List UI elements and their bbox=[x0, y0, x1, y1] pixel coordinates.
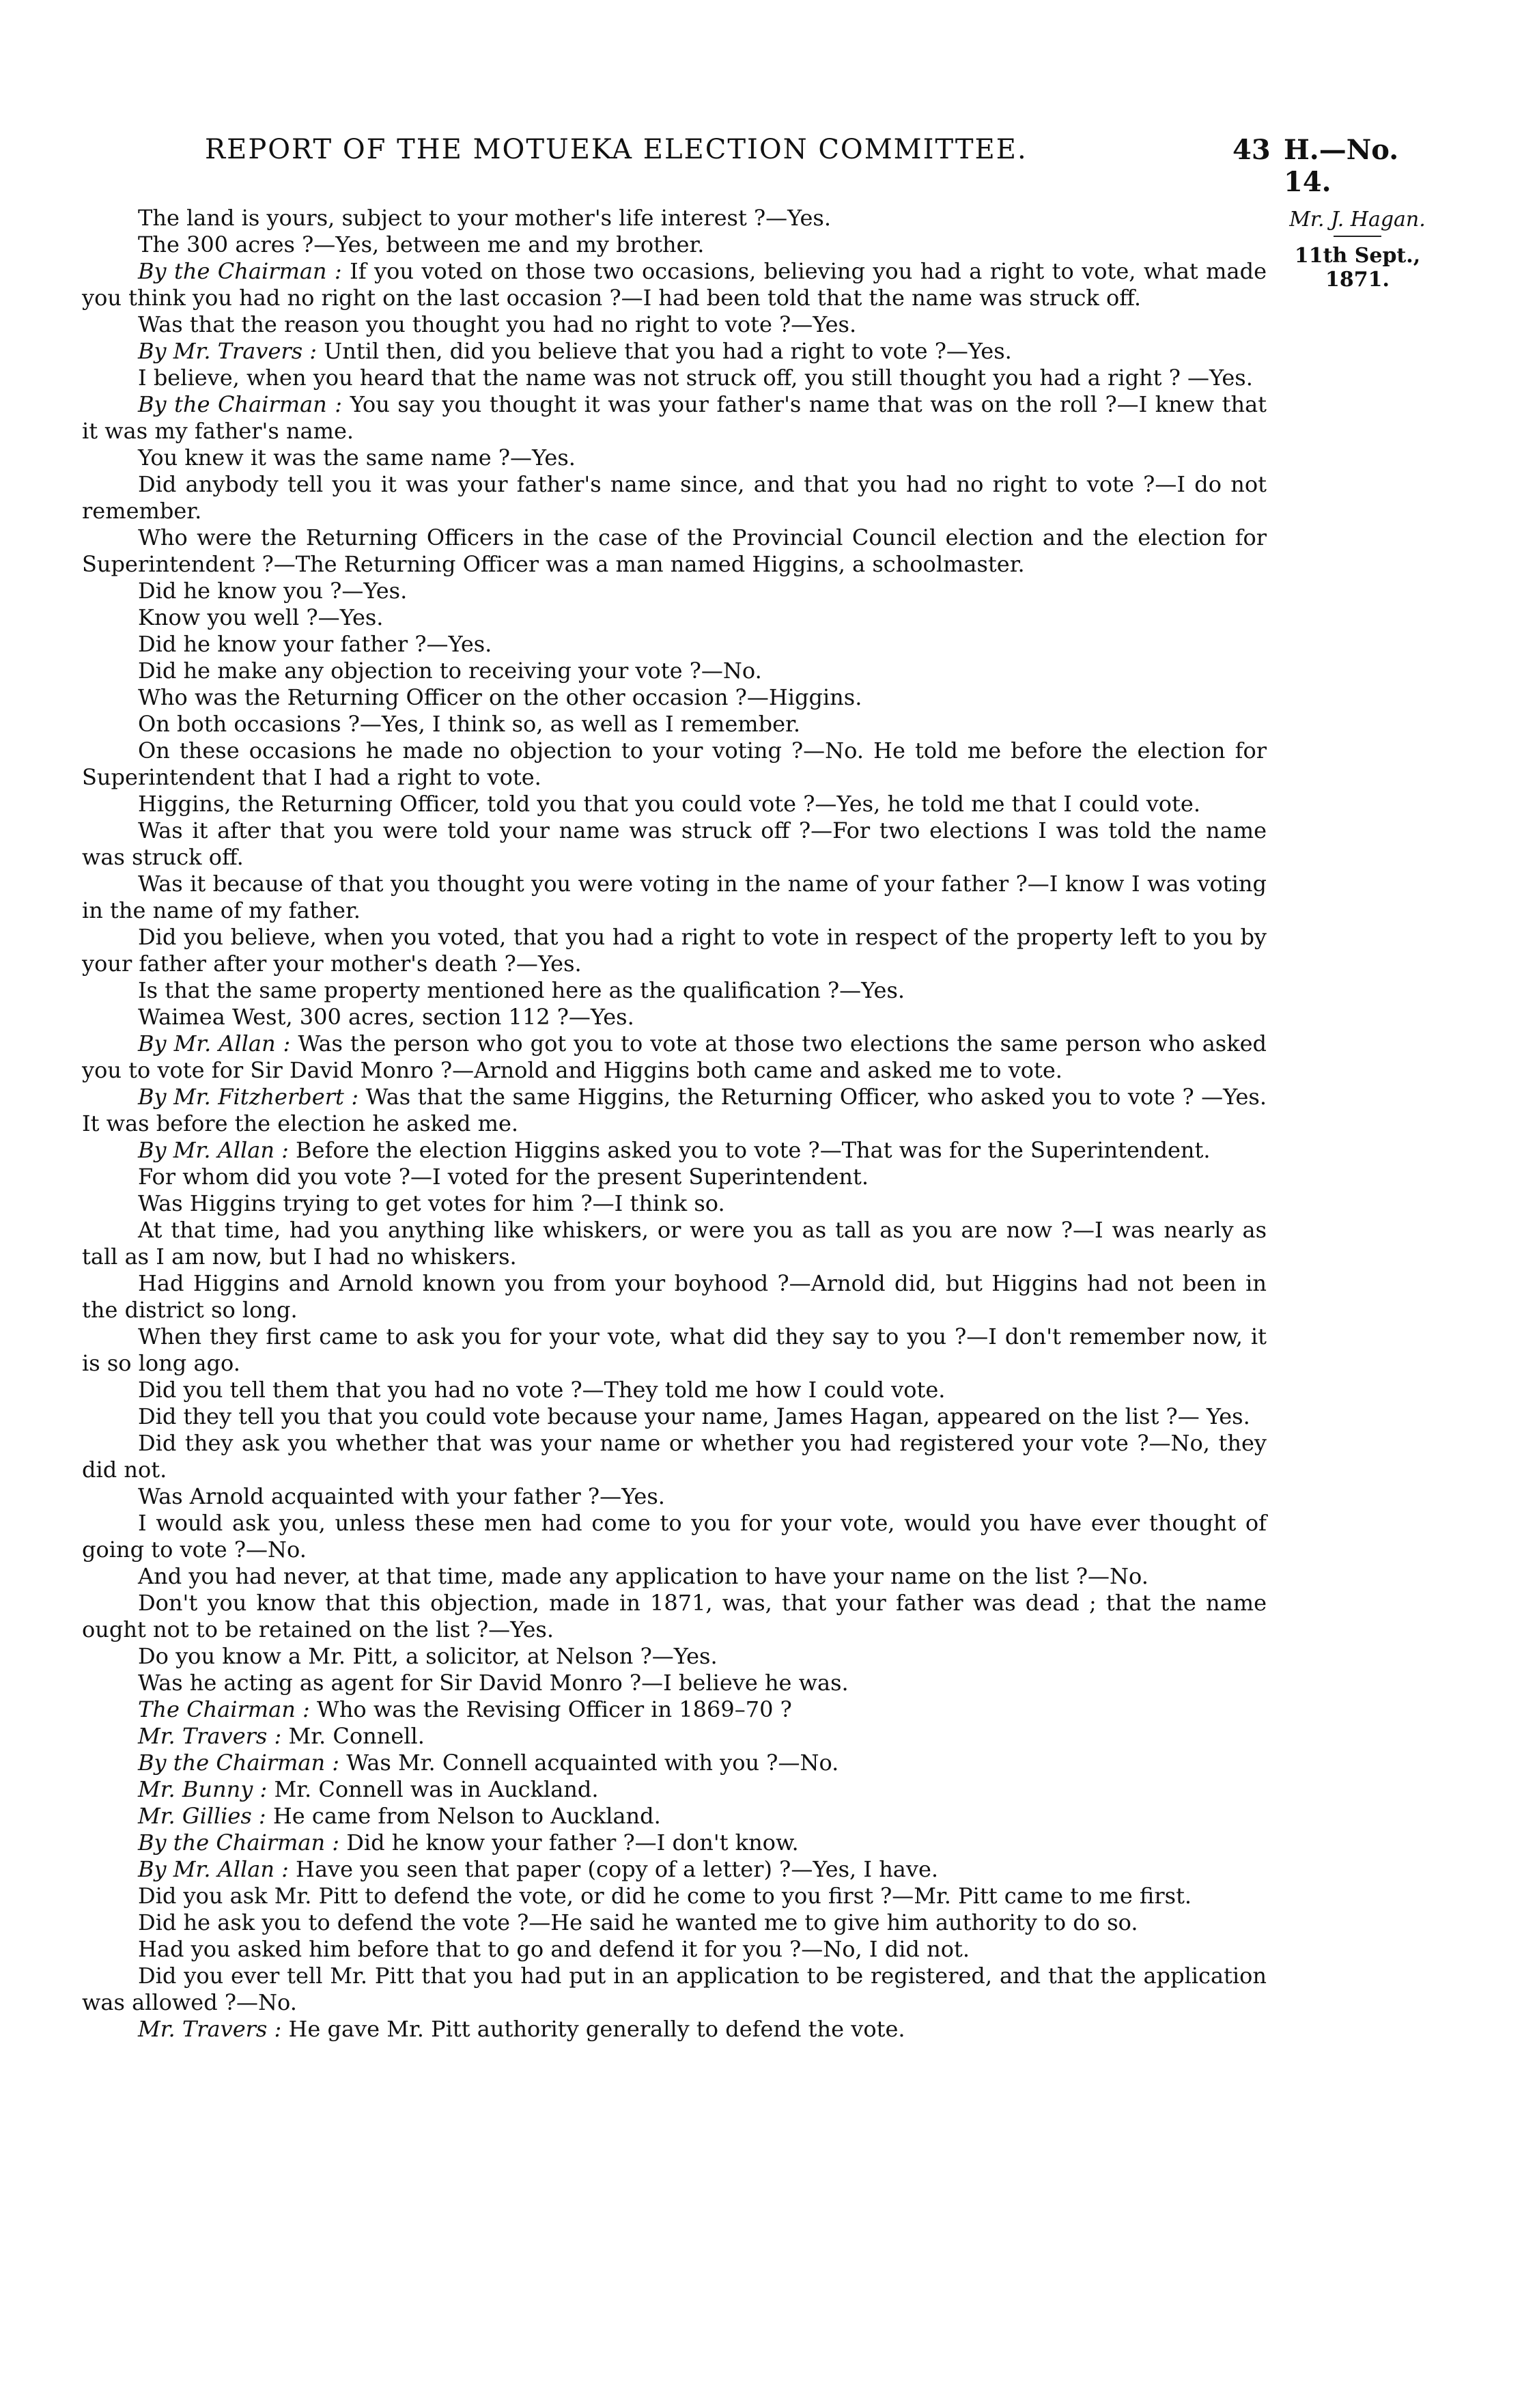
speaker-label: By Mr. Travers : bbox=[138, 338, 318, 364]
evidence-paragraph bbox=[82, 658, 1267, 684]
evidence-paragraph bbox=[82, 1883, 1267, 1909]
page-number: 43 bbox=[1232, 134, 1271, 166]
paragraph-text: Did you ask Mr. Pitt to defend the vote, or did he come to you first ?—Mr. Pitt came to me first. bbox=[138, 1883, 1192, 1909]
evidence-paragraph bbox=[82, 1776, 1267, 1803]
speaker-label: By the Chairman : bbox=[138, 1830, 340, 1856]
paragraph-text: Is that the same property mentioned here as the qualification ?—Yes. bbox=[138, 977, 905, 1003]
evidence-paragraph bbox=[82, 311, 1267, 338]
paragraph-text: On both occasions ?—Yes, I think so, as well as I remember. bbox=[138, 711, 800, 737]
speaker-label: By Mr. Allan : bbox=[138, 1856, 289, 1882]
running-header bbox=[205, 134, 1448, 198]
evidence-paragraph bbox=[82, 817, 1267, 871]
paragraph-text: Did anybody tell you it was your father's name since, and that you had no right to vote ?—I do not remember. bbox=[82, 471, 1267, 524]
evidence-paragraph bbox=[82, 1963, 1267, 2016]
paragraph-text: Don't you know that this objection, made in 1871, was, that your father was dead ; that the name ought not to be retained on the list ?—Yes. bbox=[82, 1590, 1267, 1642]
paragraph-text: I would ask you, unless these men had come to you for your vote, would you have ever thought of going to vote ?—No. bbox=[82, 1510, 1267, 1563]
paragraph-text: Do you know a Mr. Pitt, a solicitor, at Nelson ?—Yes. bbox=[138, 1643, 718, 1669]
evidence-paragraph bbox=[82, 738, 1267, 791]
report-title: REPORT OF THE MOTUEKA ELECTION COMMITTEE. bbox=[205, 134, 1028, 165]
paragraph-text: Did he know your father ?—Yes. bbox=[138, 631, 492, 657]
margin-rule bbox=[1334, 236, 1381, 237]
paragraph-text: He gave Mr. Pitt authority generally to defend the vote. bbox=[288, 2016, 905, 2042]
paragraph-text: Before the election Higgins asked you to vote ?—That was for the Superintendent. bbox=[296, 1137, 1211, 1163]
speaker-label: By the Chairman : bbox=[138, 258, 342, 284]
speaker-label: By Mr. Fitzherbert : bbox=[138, 1084, 359, 1110]
evidence-paragraph bbox=[82, 1403, 1267, 1430]
paragraph-text: Was that the reason you thought you had no right to vote ?—Yes. bbox=[138, 311, 857, 337]
speaker-label: Mr. Travers : bbox=[138, 2016, 282, 2042]
evidence-paragraph bbox=[82, 924, 1267, 977]
evidence-paragraph bbox=[82, 1217, 1267, 1270]
paragraph-text: Did he make any objection to receiving your vote ?—No. bbox=[138, 658, 762, 684]
evidence-paragraph bbox=[82, 1643, 1267, 1670]
paragraph-text: Did he know you ?—Yes. bbox=[138, 578, 408, 604]
speaker-label: By Mr. Allan : bbox=[138, 1031, 291, 1056]
evidence-paragraph bbox=[82, 1856, 1267, 1883]
paragraph-text: Who was the Revising Officer in 1869–70 ? bbox=[316, 1696, 792, 1722]
paragraph-text: Did you tell them that you had no vote ?—They told me how I could vote. bbox=[138, 1377, 946, 1403]
evidence-paragraph bbox=[82, 1909, 1267, 1936]
evidence-paragraph bbox=[82, 1430, 1267, 1483]
evidence-paragraph bbox=[82, 1563, 1267, 1590]
evidence-paragraph bbox=[82, 1696, 1267, 1723]
margin-note bbox=[1262, 208, 1453, 292]
evidence-paragraph bbox=[82, 1324, 1267, 1377]
paragraph-text: Did they ask you whether that was your name or whether you had registered your vote ?—No, they did not. bbox=[82, 1430, 1267, 1483]
evidence-paragraph bbox=[82, 258, 1267, 311]
evidence-paragraph bbox=[82, 791, 1267, 817]
witness-name: Mr. J. Hagan. bbox=[1289, 208, 1426, 232]
speaker-label: Mr. Bunny : bbox=[138, 1776, 268, 1802]
paragraph-text: Was Higgins trying to get votes for him ?—I think so. bbox=[138, 1190, 725, 1216]
evidence-paragraph bbox=[82, 578, 1267, 604]
paragraph-text: For whom did you vote ?—I voted for the present Superintendent. bbox=[138, 1164, 869, 1190]
evidence-paragraph bbox=[82, 365, 1267, 391]
speaker-label: Mr. Travers : bbox=[138, 1723, 282, 1749]
evidence-paragraph bbox=[82, 2016, 1267, 2043]
speaker-label: By the Chairman : bbox=[138, 1750, 340, 1776]
paragraph-text: Did they tell you that you could vote because your name, James Hagan, appeared on the list ?— Yes. bbox=[138, 1403, 1250, 1429]
speaker-label: The Chairman : bbox=[138, 1696, 310, 1722]
paragraph-text: Mr. Connell. bbox=[288, 1723, 425, 1749]
paragraph-text: Higgins, the Returning Officer, told you that you could vote ?—Yes, he told me that I could vote. bbox=[138, 791, 1201, 817]
evidence-paragraph bbox=[82, 391, 1267, 445]
evidence-paragraph bbox=[82, 445, 1267, 471]
paragraph-text: Had Higgins and Arnold known you from your boyhood ?—Arnold did, but Higgins had not been in the district so long. bbox=[82, 1270, 1267, 1323]
evidence-paragraph bbox=[82, 232, 1267, 258]
paragraph-text: Mr. Connell was in Auckland. bbox=[274, 1776, 599, 1802]
paragraph-text: Was he acting as agent for Sir David Monro ?—I believe he was. bbox=[138, 1670, 849, 1696]
evidence-paragraph bbox=[82, 1590, 1267, 1643]
paragraph-text: Was that the same Higgins, the Returning Officer, who asked you to vote ? —Yes. It was before the election he asked me. bbox=[82, 1084, 1267, 1136]
paragraph-text: Did he ask you to defend the vote ?—He said he wanted me to give him authority to do so. bbox=[138, 1909, 1138, 1935]
paragraph-text: Had you asked him before that to go and defend it for you ?—No, I did not. bbox=[138, 1936, 970, 1962]
paragraph-text: If you voted on those two occasions, believing you had a right to vote, what made you think you had no right on the last occasion ?—I had been told that the name was struck off. bbox=[82, 258, 1267, 311]
paragraph-text: On these occasions he made no objection to your voting ?—No. He told me before the election for Superintendent that I had a right to vote. bbox=[82, 738, 1267, 790]
evidence-paragraph bbox=[82, 1004, 1267, 1031]
paragraph-text: Did he know your father ?—I don't know. bbox=[346, 1830, 799, 1856]
paragraph-text: Did you ever tell Mr. Pitt that you had put in an application to be registered, and that the application was allowed ?—No. bbox=[82, 1963, 1267, 2015]
paragraph-text: Was the person who got you to vote at those two elections the same person who asked you to vote for Sir David Monro ?—Arnold and Higgins both came and asked me to vote. bbox=[82, 1031, 1267, 1083]
paragraph-text: Who were the Returning Officers in the case of the Provincial Council election and the election for Superintendent ?—The Returning Officer was a man named Higgins, a schoolmaster. bbox=[82, 524, 1267, 577]
evidence-paragraph bbox=[82, 1190, 1267, 1217]
evidence-paragraph bbox=[82, 1137, 1267, 1164]
evidence-paragraph bbox=[82, 1723, 1267, 1750]
speaker-label: Mr. Gillies : bbox=[138, 1803, 266, 1829]
evidence-paragraph bbox=[82, 338, 1267, 365]
paragraph-text: Waimea West, 300 acres, section 112 ?—Yes. bbox=[138, 1004, 634, 1030]
paragraph-text: Was it because of that you thought you were voting in the name of your father ?—I know I was voting in the name of my father. bbox=[82, 871, 1267, 923]
paper-reference: H.—No. 14. bbox=[1284, 134, 1399, 198]
paragraph-text: When they first came to ask you for your vote, what did they say to you ?—I don't remember now, it is so long ago. bbox=[82, 1324, 1267, 1376]
evidence-paragraph bbox=[82, 1483, 1267, 1510]
evidence-paragraph bbox=[82, 471, 1267, 524]
evidence-paragraph bbox=[82, 1670, 1267, 1696]
paragraph-text: And you had never, at that time, made any application to have your name on the list ?—No. bbox=[138, 1563, 1148, 1589]
paragraph-text: Have you seen that paper (copy of a letter) ?—Yes, I have. bbox=[296, 1856, 939, 1882]
evidence-paragraph bbox=[82, 1164, 1267, 1190]
speaker-label: By the Chairman : bbox=[138, 391, 343, 417]
paragraph-text: Was Arnold acquainted with your father ?—Yes. bbox=[138, 1483, 665, 1509]
paragraph-text: Was Mr. Connell acquainted with you ?—No. bbox=[346, 1750, 839, 1776]
evidence-paragraph bbox=[82, 871, 1267, 924]
evidence-paragraph bbox=[82, 1031, 1267, 1084]
paragraph-text: Who was the Returning Officer on the other occasion ?—Higgins. bbox=[138, 684, 862, 710]
evidence-paragraph bbox=[82, 1510, 1267, 1563]
evidence-paragraph bbox=[82, 1084, 1267, 1137]
paragraph-text: Know you well ?—Yes. bbox=[138, 604, 384, 630]
paragraph-text: Was it after that you were told your name was struck off ?—For two elections I was told the name was struck off. bbox=[82, 817, 1267, 870]
evidence-date: 11th Sept., 1871. bbox=[1294, 244, 1421, 292]
evidence-paragraph bbox=[82, 1803, 1267, 1830]
evidence-paragraph bbox=[82, 205, 1267, 232]
paragraph-text: You say you thought it was your father's name that was on the roll ?—I knew that it was my father's name. bbox=[82, 391, 1267, 444]
evidence-paragraph bbox=[82, 1377, 1267, 1403]
evidence-paragraph bbox=[82, 1270, 1267, 1324]
evidence-paragraph bbox=[82, 711, 1267, 738]
paragraph-text: Until then, did you believe that you had a right to vote ?—Yes. bbox=[324, 338, 1012, 364]
evidence-paragraph bbox=[82, 684, 1267, 711]
evidence-paragraph bbox=[82, 977, 1267, 1004]
evidence-body bbox=[82, 205, 1267, 2043]
evidence-paragraph bbox=[82, 1750, 1267, 1776]
speaker-label: By Mr. Allan : bbox=[138, 1137, 289, 1163]
paragraph-text: Did you believe, when you voted, that you had a right to vote in respect of the property left to you by your father after your mother's death ?—Yes. bbox=[82, 924, 1267, 977]
paragraph-text: I believe, when you heard that the name was not struck off, you still thought you had a right ? —Yes. bbox=[138, 365, 1253, 391]
paragraph-text: At that time, had you anything like whiskers, or were you as tall as you are now ?—I was nearly as tall as I am now, but I had no whiskers. bbox=[82, 1217, 1267, 1270]
paragraph-text: He came from Nelson to Auckland. bbox=[272, 1803, 661, 1829]
paragraph-text: You knew it was the same name ?—Yes. bbox=[138, 445, 576, 471]
evidence-paragraph bbox=[82, 524, 1267, 578]
evidence-paragraph bbox=[82, 1936, 1267, 1963]
paragraph-text: The land is yours, subject to your mother's life interest ?—Yes. bbox=[138, 205, 832, 231]
evidence-paragraph bbox=[82, 1830, 1267, 1856]
evidence-paragraph bbox=[82, 604, 1267, 631]
paragraph-text: The 300 acres ?—Yes, between me and my brother. bbox=[138, 232, 705, 257]
evidence-paragraph bbox=[82, 631, 1267, 658]
